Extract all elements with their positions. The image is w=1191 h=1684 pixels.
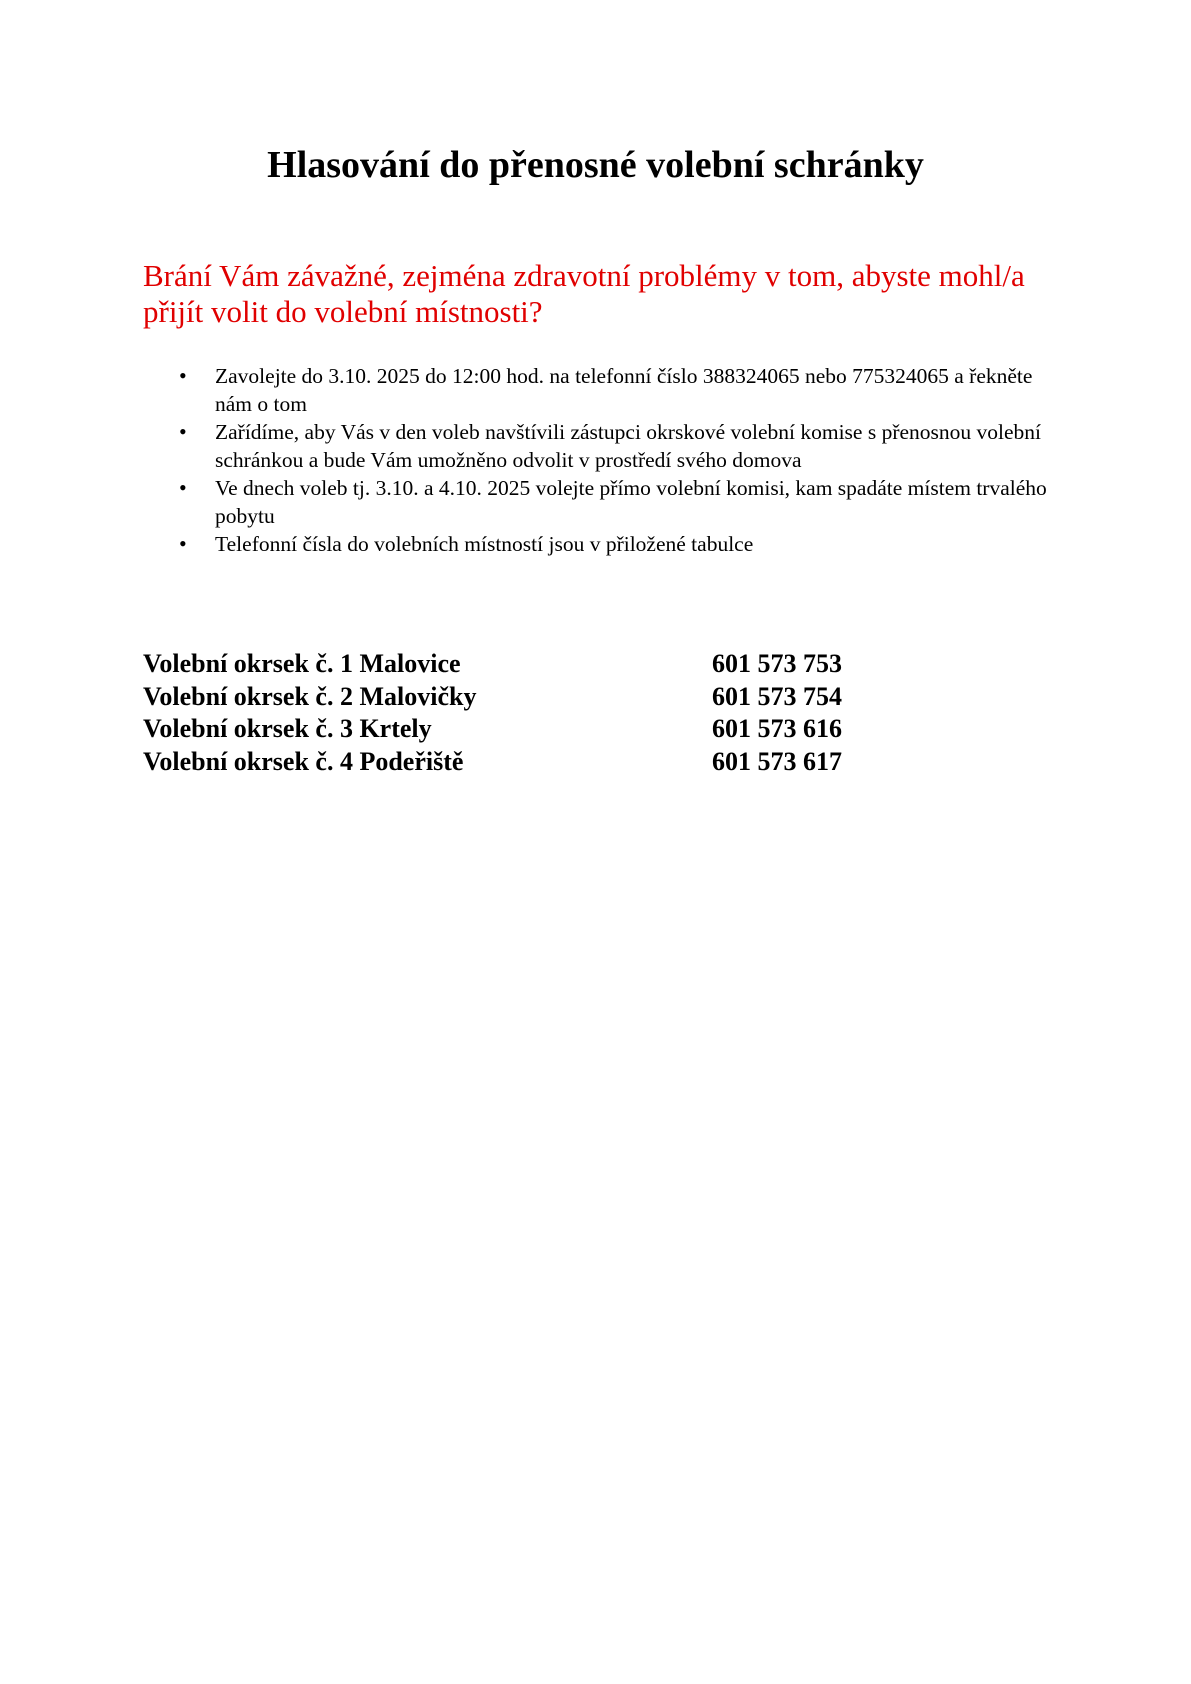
district-name: Volební okrsek č. 4 Podeřiště	[143, 746, 464, 776]
instruction-item: • Telefonní čísla do volebních místností jsou v přiložené tabulce	[143, 530, 1063, 558]
district-name: Volební okrsek č. 3 Krtely	[143, 714, 432, 743]
district-phone: 601 573 616	[712, 714, 842, 743]
district-name: Volební okrsek č. 2 Malovičky	[143, 681, 477, 711]
instruction-item: • Ve dnech voleb tj. 3.10. a 4.10. 2025 volejte přímo volební komisi, kam spadáte místem trvalého pobytu	[143, 474, 1063, 530]
instruction-item: • Zařídíme, aby Vás v den voleb navštívili zástupci okrskové volební komise s přenosnou volební schránkou a bude Vám umožněno odvolit v prostředí svého domova	[143, 418, 1063, 474]
instruction-item: • Zavolejte do 3.10. 2025 do 12:00 hod. na telefonní číslo 388324065 nebo 775324065 a řekněte nám o tom	[143, 362, 1063, 418]
district-name: Volební okrsek č. 1 Malovice	[143, 649, 461, 678]
page-title: Hlasování do přenosné volební schránky	[267, 144, 924, 186]
instructions-list	[143, 362, 1063, 558]
question-heading: Brání Vám závažné, zejména zdravotní problémy v tom, abyste mohl/a přijít volit do volební místnosti?	[143, 258, 1025, 329]
district-phone: 601 573 753	[712, 649, 842, 678]
district-phone: 601 573 754	[712, 681, 842, 711]
district-phone: 601 573 617	[712, 746, 842, 776]
